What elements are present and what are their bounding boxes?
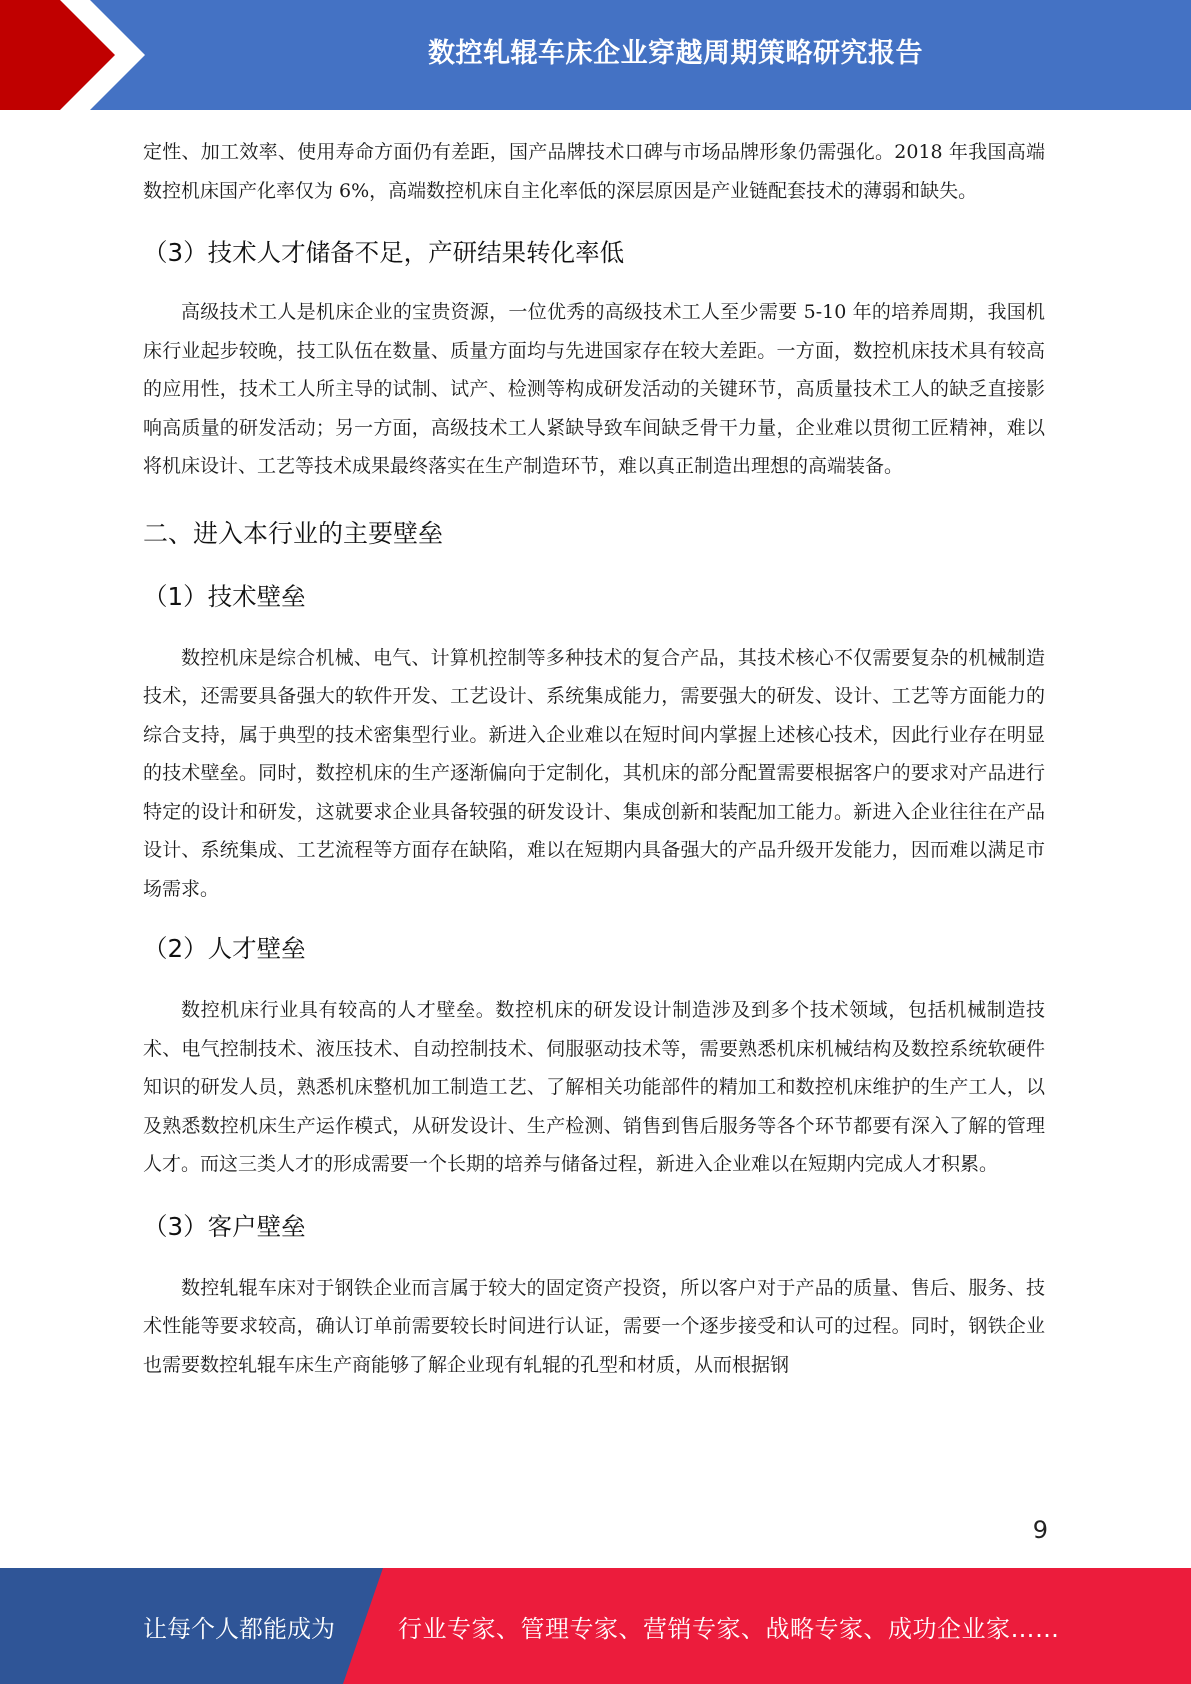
heading-entry-barriers: 二、进入本行业的主要壁垒 (143, 518, 444, 548)
page-header (0, 0, 1191, 110)
heading-customer-barrier: （3）客户壁垒 (143, 1211, 306, 1241)
paragraph-tech-barrier: 数控机床是综合机械、电气、计算机控制等多种技术的复合产品，其技术核心不仅需要复杂的机械制造技术，还需要具备强大的软件开发、工艺设计、系统集成能力，需要强大的研发、设计、工艺等方面能力的综合支持，属于典型的技术密集型行业。新进入企业难以在短时间内掌握上述核心技术，因此行业存在明显的技术壁垒。同时，数控机床的生产逐渐偏向于定制化，其机床的部分配置需要根据客户的要求对产品进行特定的设计和研发，这就要求企业具备较强的研发设计、集成创新和装配加工能力。新进入企业往往在产品设计、系统集成、工艺流程等方面存在缺陷，难以在短期内具备强大的产品升级开发能力，因而难以满足市场需求。 (143, 646, 1045, 900)
heading-talent-shortage: （3）技术人才储备不足，产研结果转化率低 (143, 238, 625, 267)
footer-slogan-left: 让每个人都能成为 (143, 1614, 335, 1643)
page-footer (0, 1568, 1191, 1684)
footer-slogan-right: 行业专家、管理专家、营销专家、战略专家、成功企业家…… (398, 1614, 1060, 1643)
heading-talent-barrier: （2）人才壁垒 (143, 934, 306, 963)
document-body (143, 133, 1045, 1384)
report-title: 数控轧辊车床企业穿越周期策略研究报告 (428, 37, 923, 69)
paragraph-customer-barrier: 数控轧辊车床对于钢铁企业而言属于较大的固定资产投资，所以客户对于产品的质量、售后、服务、技术性能等要求较高，确认订单前需要较长时间进行认证，需要一个逐步接受和认可的过程。同时，钢铁企业也需要数控轧辊车床生产商能够了解企业现有轧辊的孔型和材质，从而根据钢 (143, 1276, 1045, 1376)
header-arrow-decoration (0, 0, 160, 110)
page-number: 9 (1032, 1516, 1048, 1544)
heading-tech-barrier: （1）技术壁垒 (143, 581, 306, 611)
paragraph-talent-shortage: 高级技术工人是机床企业的宝贵资源，一位优秀的高级技术工人至少需要 5-10 年的培养周期，我国机床行业起步较晚，技工队伍在数量、质量方面均与先进国家存在较大差距。一方面，数控机床技术具有较高的应用性，技术工人所主导的试制、试产、检测等构成研发活动的关键环节，高质量技术工人的缺乏直接影响高质量的研发活动；另一方面，高级技术工人紧缺导致车间缺乏骨干力量，企业难以贯彻工匠精神，难以将机床设计、工艺等技术成果最终落实在生产制造环节，难以真正制造出理想的高端装备。 (143, 301, 1045, 477)
paragraph-intro: 定性、加工效率、使用寿命方面仍有差距，国产品牌技术口碑与市场品牌形象仍需强化。2018 年我国高端数控机床国产化率仅为 6%，高端数控机床自主化率低的深层原因是产业链配套技术的薄弱和缺失。 (143, 141, 1045, 202)
paragraph-talent-barrier: 数控机床行业具有较高的人才壁垒。数控机床的研发设计制造涉及到多个技术领域，包括机械制造技术、电气控制技术、液压技术、自动控制技术、伺服驱动技术等，需要熟悉机床机械结构及数控系统软硬件知识的研发人员，熟悉机床整机加工制造工艺、了解相关功能部件的精加工和数控机床维护的生产工人，以及熟悉数控机床生产运作模式，从研发设计、生产检测、销售到售后服务等各个环节都要有深入了解的管理人才。而这三类人才的形成需要一个长期的培养与储备过程，新进入企业难以在短期内完成人才积累。 (143, 999, 1045, 1175)
